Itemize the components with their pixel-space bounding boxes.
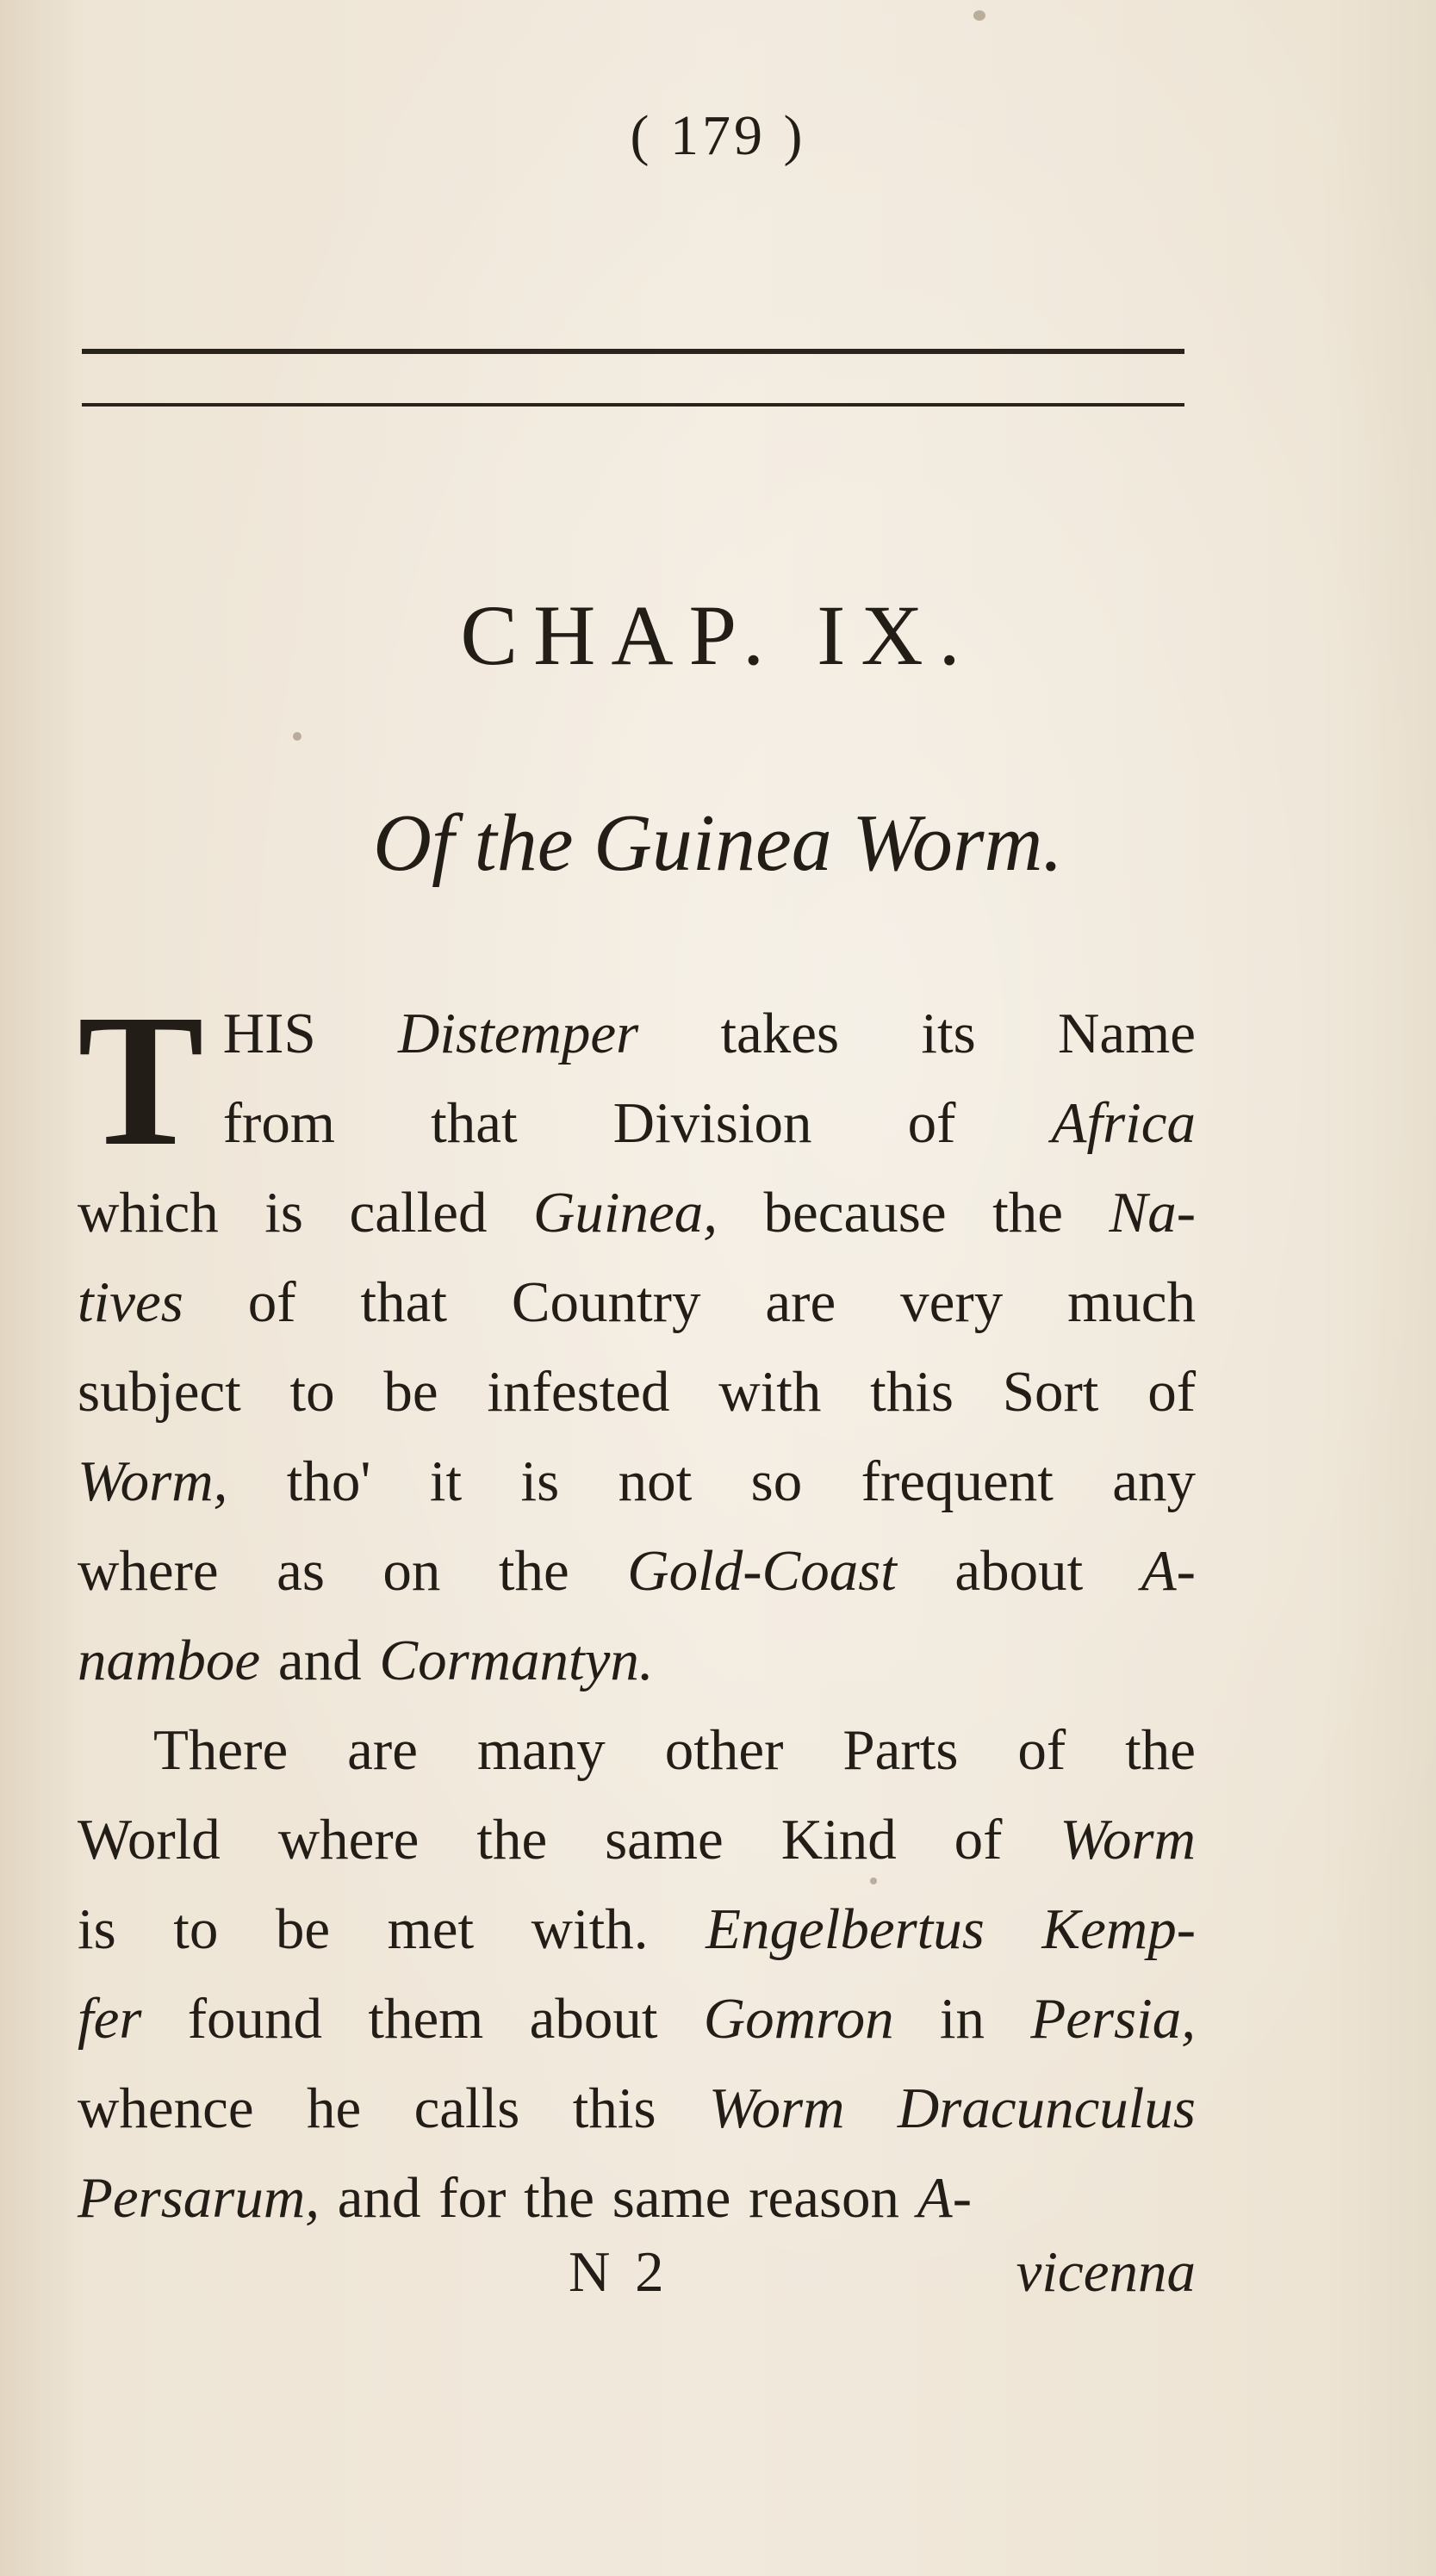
italic-run: Distemper bbox=[398, 1002, 639, 1065]
italic-run: Worm Dracunculus bbox=[708, 2076, 1196, 2140]
text-line: from that Division of Africa bbox=[222, 1091, 1196, 1155]
catchword: vicenna bbox=[1016, 2240, 1196, 2304]
italic-run: namboe bbox=[78, 1629, 261, 1692]
italic-run: Persia, bbox=[1030, 1987, 1196, 2051]
text-line: HIS Distemper takes its Name bbox=[222, 1002, 1196, 1065]
page-footer bbox=[78, 2239, 1196, 2325]
text-line: is to be met with. Engelbertus Kemp- bbox=[78, 1897, 1197, 1961]
text-line: whence he calls this Worm Dracunculus bbox=[78, 2076, 1196, 2140]
text-line: There are many other Parts of the bbox=[153, 1718, 1196, 1782]
text-line: Worm, tho' it is not so frequent any bbox=[78, 1449, 1196, 1513]
text-line: subject to be infested with this Sort of bbox=[78, 1360, 1196, 1424]
italic-run: Persarum, bbox=[78, 2166, 320, 2230]
italic-run: Africa bbox=[1051, 1091, 1196, 1155]
text-line: Persarum, and for the same reason A- bbox=[78, 2166, 973, 2230]
text-line: fer found them about Gomron in Persia, bbox=[78, 1987, 1196, 2051]
header-rule-bottom bbox=[82, 403, 1184, 407]
italic-run: A- bbox=[1141, 1539, 1196, 1603]
paragraph-2-lines bbox=[78, 1705, 1196, 2243]
chapter-title: Of the Guinea Worm. bbox=[373, 798, 1063, 888]
text-line: namboe and Cormantyn. bbox=[78, 1629, 654, 1692]
italic-run: Worm, bbox=[78, 1449, 228, 1513]
paragraph-2 bbox=[78, 1705, 1196, 2243]
chapter-heading: CHAP. IX. bbox=[460, 587, 976, 683]
italic-run: Engelbertus Kemp- bbox=[706, 1897, 1197, 1961]
italic-run: fer bbox=[78, 1987, 142, 2051]
drop-cap: T bbox=[78, 975, 204, 1185]
italic-run: Gold-Coast bbox=[627, 1539, 897, 1603]
italic-run: Worm bbox=[1060, 1808, 1196, 1871]
italic-run: A- bbox=[917, 2166, 973, 2230]
italic-run: Cormantyn. bbox=[379, 1629, 654, 1692]
italic-run: tives bbox=[78, 1270, 183, 1334]
text-line: which is called Guinea, because the Na- bbox=[78, 1181, 1196, 1245]
paragraph-1 bbox=[78, 975, 1196, 1705]
paper-speck bbox=[973, 10, 985, 21]
paper-speck bbox=[870, 1878, 877, 1884]
text-line: World where the same Kind of Worm bbox=[78, 1808, 1196, 1871]
text-line: where as on the Gold-Coast about A- bbox=[78, 1539, 1196, 1603]
italic-run: Na- bbox=[1109, 1181, 1196, 1245]
italic-run: Guinea, bbox=[533, 1181, 718, 1245]
signature-mark: N 2 bbox=[569, 2240, 669, 2304]
italic-run: Gomron bbox=[703, 1987, 894, 2051]
body-text bbox=[78, 975, 1197, 2243]
text-line: tives of that Country are very much bbox=[78, 1270, 1196, 1334]
paper-speck bbox=[293, 732, 301, 741]
header-rule-top bbox=[82, 349, 1184, 354]
page-number: ( 179 ) bbox=[630, 104, 806, 167]
paragraph-1-lines bbox=[78, 975, 1196, 1705]
